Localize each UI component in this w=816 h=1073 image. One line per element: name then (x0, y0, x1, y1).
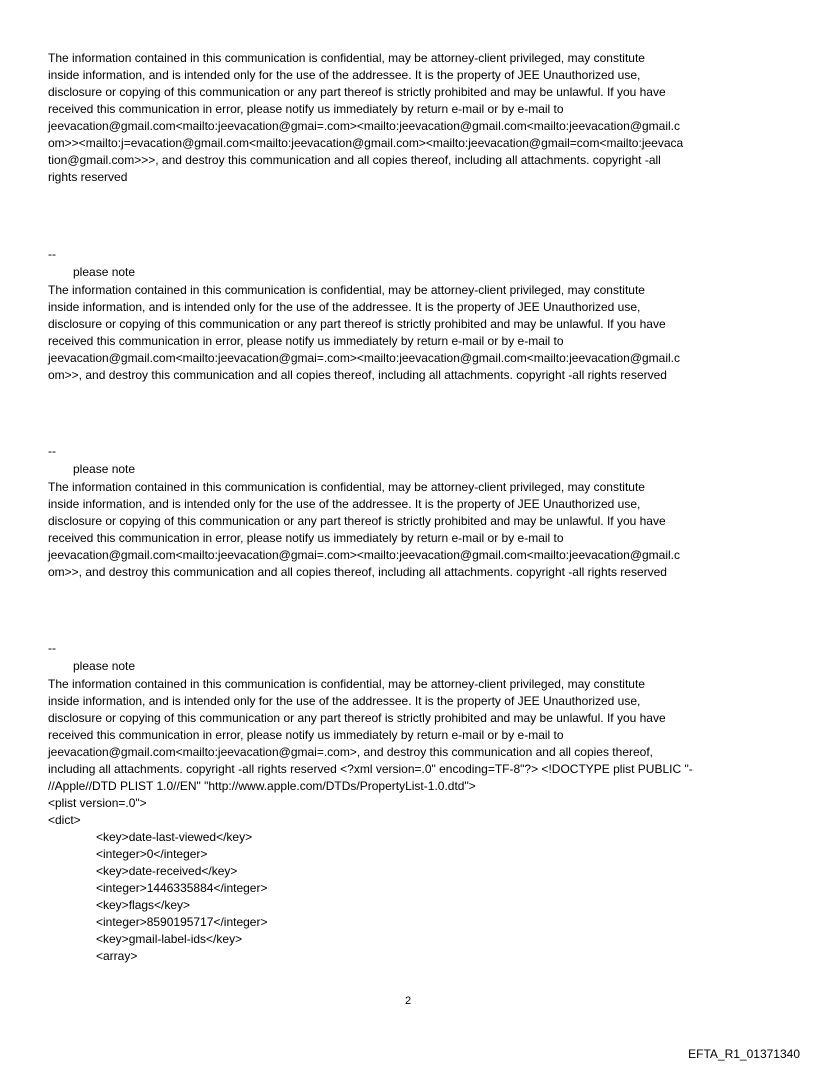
plist-entry: <key>date-received</key> (96, 864, 238, 878)
body-line: The information contained in this communication is confidential, may be attorney-client privileged, may constitute (48, 283, 645, 297)
body-line: rights reserved (48, 170, 128, 184)
body-line: jeevacation@gmail.com<mailto:jeevacation@gmai=.com><mailto:jeevacation@gmail.com<mailto:jeevacation@gmail.c (48, 119, 681, 133)
note-label: please note (73, 659, 136, 673)
body-line: received this communication in error, please notify us immediately by return e-mail or by e-mail to (48, 102, 564, 116)
body-line: The information contained in this communication is confidential, may be attorney-client privileged, may constitute (48, 51, 645, 65)
body-line: received this communication in error, please notify us immediately by return e-mail or by e-mail to (48, 531, 564, 545)
plist-entry: <integer>8590195717</integer> (96, 915, 268, 929)
body-line: tion@gmail.com>>>, and destroy this communication and all copies thereof, including all attachments. copyright -all (48, 153, 661, 167)
plist-entry: <key>gmail-label-ids</key> (96, 932, 243, 946)
body-line: The information contained in this communication is confidential, may be attorney-client privileged, may constitute (48, 480, 645, 494)
body-line: disclosure or copying of this communication or any part thereof is strictly prohibited and may be unlawful. If you have (48, 514, 666, 528)
plist-dict: <dict> (48, 813, 81, 827)
body-line: jeevacation@gmail.com<mailto:jeevacation@gmai=.com><mailto:jeevacation@gmail.com<mailto:jeevacation@gmail.c (48, 351, 681, 365)
plist-entry: <key>date-last-viewed</key> (96, 830, 253, 844)
body-line: om>>, and destroy this communication and all copies thereof, including all attachments. copyright -all rights reserved (48, 565, 667, 579)
body-line: //Apple//DTD PLIST 1.0//EN" "http://www.apple.com/DTDs/PropertyList-1.0.dtd"> (48, 779, 476, 793)
body-line: disclosure or copying of this communication or any part thereof is strictly prohibited and may be unlawful. If you have (48, 711, 666, 725)
body-line: jeevacation@gmail.com<mailto:jeevacation@gmai=.com>, and destroy this communication and all copies thereof, (48, 745, 654, 759)
body-line: inside information, and is intended only for the use of the addressee. It is the property of JEE Unauthorized use, (48, 694, 641, 708)
body-line: inside information, and is intended only for the use of the addressee. It is the property of JEE Unauthorized use, (48, 300, 641, 314)
plist-entry: <key>flags</key> (96, 898, 191, 912)
body-line: received this communication in error, please notify us immediately by return e-mail or by e-mail to (48, 334, 564, 348)
plist-open: <plist version=.0"> (48, 796, 147, 810)
page-number: 2 (404, 995, 412, 1007)
plist-entry: <array> (96, 949, 138, 963)
body-line: om>><mailto:j=evacation@gmail.com<mailto:jeevacation@gmail.com><mailto:jeevacation@gmail=com<mailto:jeevaca (48, 136, 684, 150)
separator: -- (48, 444, 56, 458)
body-line: disclosure or copying of this communication or any part thereof is strictly prohibited and may be unlawful. If you have (48, 317, 666, 331)
body-line: received this communication in error, please notify us immediately by return e-mail or by e-mail to (48, 728, 564, 742)
note-label: please note (73, 265, 136, 279)
separator: -- (48, 247, 56, 261)
body-line: jeevacation@gmail.com<mailto:jeevacation@gmai=.com><mailto:jeevacation@gmail.com<mailto:jeevacation@gmail.c (48, 548, 681, 562)
bates-number: EFTA_R1_01371340 (688, 1047, 800, 1061)
body-line: om>>, and destroy this communication and all copies thereof, including all attachments. copyright -all rights reserved (48, 368, 667, 382)
plist-entry: <integer>1446335884</integer> (96, 881, 268, 895)
body-line: inside information, and is intended only for the use of the addressee. It is the property of JEE Unauthorized use, (48, 68, 641, 82)
body-line: inside information, and is intended only for the use of the addressee. It is the property of JEE Unauthorized use, (48, 497, 641, 511)
plist-entry: <integer>0</integer> (96, 847, 208, 861)
body-line: The information contained in this communication is confidential, may be attorney-client privileged, may constitute (48, 677, 645, 691)
body-line: including all attachments. copyright -all rights reserved <?xml version=.0" encoding=TF-8"?> <!DOCTYPE plist PUBLIC "- (48, 762, 693, 776)
body-line: disclosure or copying of this communication or any part thereof is strictly prohibited and may be unlawful. If you have (48, 85, 666, 99)
separator: -- (48, 641, 56, 655)
note-label: please note (73, 462, 136, 476)
